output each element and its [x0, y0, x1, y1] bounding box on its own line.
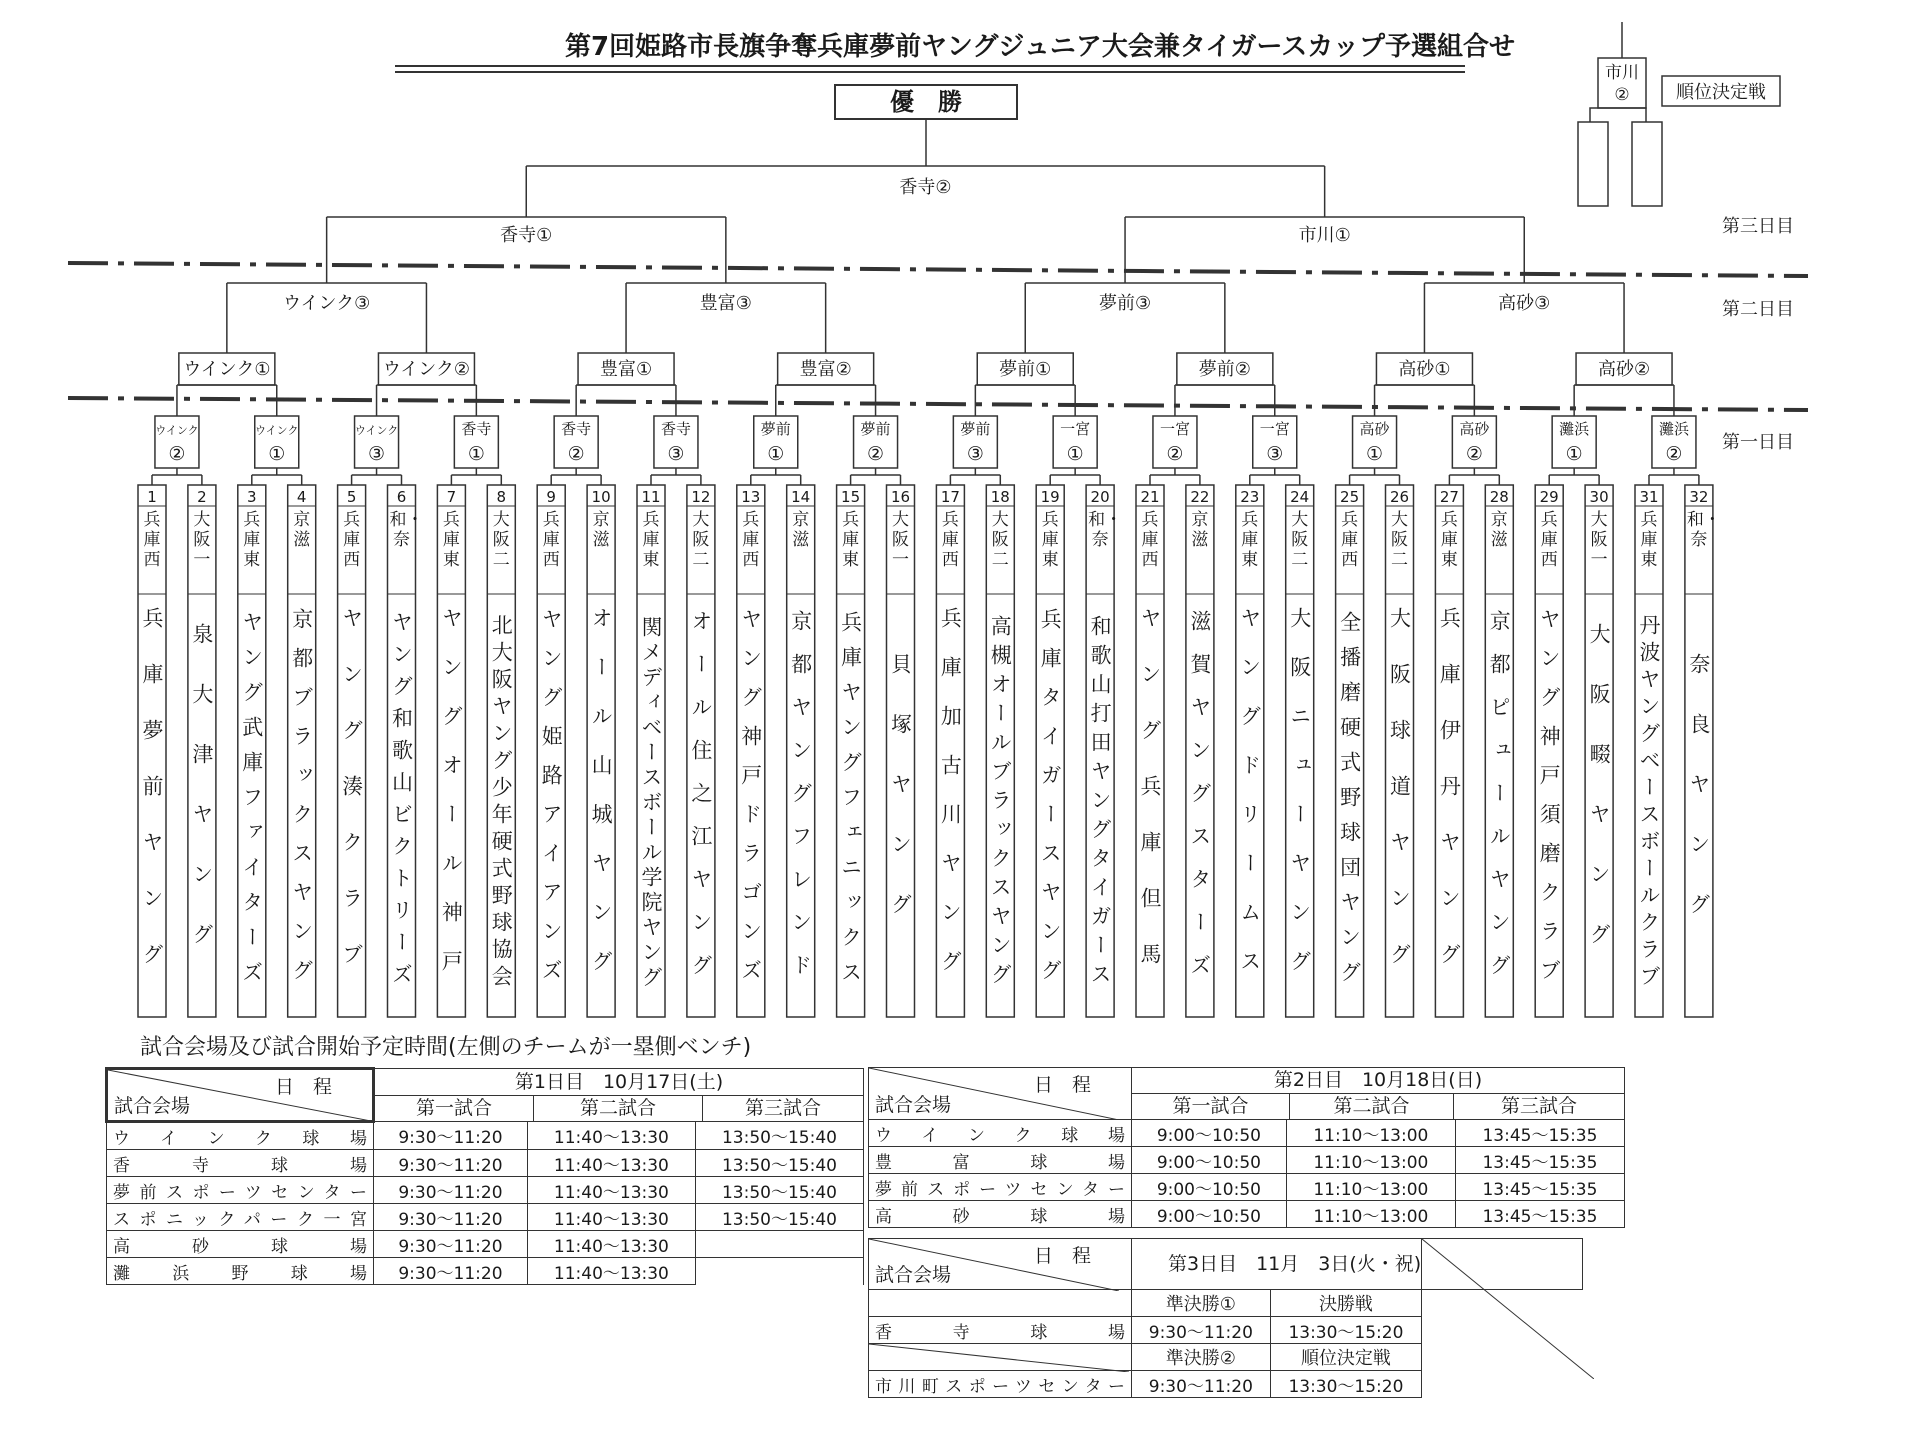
day1-game-number: ①	[1366, 443, 1384, 465]
team-name: 泉大津ヤング	[189, 623, 214, 983]
schedule-row	[107, 1204, 864, 1231]
day1-game-number: ①	[268, 443, 286, 465]
team-name: 兵庫加古川ヤング	[938, 607, 963, 999]
team-league: 兵庫東	[243, 510, 261, 570]
day2-lower-label: 豊富②	[799, 359, 852, 380]
team-name: 兵庫夢前ヤング	[140, 607, 164, 999]
team-name: ヤングオール神戸	[439, 607, 464, 999]
team-number: 14	[791, 488, 811, 506]
venue-cell: 夢前スポーツセンター	[869, 1174, 1132, 1201]
team-league: 兵庫東	[1241, 510, 1259, 570]
team-league: 兵庫西	[1141, 510, 1159, 570]
third-place-label: 市川 ②	[1605, 63, 1639, 105]
team-number: 31	[1639, 488, 1659, 506]
day1-game-venue: 香寺	[561, 420, 592, 438]
team-league: 兵庫西	[343, 510, 361, 570]
third-place-block	[1578, 22, 1780, 206]
time-cell	[695, 1231, 863, 1258]
team-league: 兵庫西	[1540, 510, 1558, 570]
page-title: 第7回姫路市長旗争奪兵庫夢前ヤングジュニア大会兼タイガースカップ予選組合せ	[565, 32, 1515, 62]
venue-cell: 豊富球場	[869, 1147, 1132, 1174]
day1-game-venue: 香寺	[461, 420, 492, 438]
time-cell: 9:30〜11:20	[374, 1231, 528, 1258]
day1-game-number: ③	[667, 443, 685, 465]
day1-game-number: ②	[1665, 443, 1683, 465]
schedule-row	[107, 1150, 864, 1177]
team-number: 21	[1140, 488, 1160, 506]
team-league: 兵庫東	[642, 510, 660, 570]
day3-game-header: 順位決定戦	[1270, 1344, 1422, 1371]
team-league: 兵庫東	[442, 510, 460, 570]
team-name: オール山城ヤング	[589, 607, 614, 999]
time-cell: 13:45〜15:35	[1455, 1147, 1624, 1174]
day1-game-number: ③	[1266, 443, 1284, 465]
team-name: 奈良ヤング	[1686, 653, 1711, 953]
time-cell: 9:00〜10:50	[1132, 1174, 1287, 1201]
day1-game-number: ②	[1166, 443, 1184, 465]
day1-game1-header: 第一試合	[375, 1096, 534, 1121]
team-league: 兵庫東	[1640, 510, 1658, 570]
team-name: 丹波ヤングベースボールクラブ	[1637, 614, 1661, 992]
day1-game-number: ①	[467, 443, 485, 465]
time-cell: 11:10〜13:00	[1286, 1201, 1455, 1228]
time-cell: 9:00〜10:50	[1132, 1147, 1287, 1174]
day1-game-venue: 高砂	[1459, 420, 1490, 438]
team-number: 7	[446, 488, 457, 506]
day1-game3-header: 第三試合	[744, 1096, 821, 1119]
schedule-row	[107, 1122, 864, 1150]
day2-label: 第二日目	[1722, 299, 1794, 320]
day2-date: 第2日目 10月18日(日)	[1132, 1068, 1624, 1094]
day3-schedule-table	[868, 1238, 1583, 1398]
time-cell: 11:10〜13:00	[1286, 1174, 1455, 1201]
time-cell: 11:10〜13:00	[1286, 1147, 1455, 1174]
day3-corner: 日 程 試合会場	[869, 1239, 1132, 1290]
team-league: 和・奈	[1088, 510, 1123, 550]
time-cell: 13:45〜15:35	[1455, 1201, 1624, 1228]
day1-game-venue: 夢前	[860, 420, 891, 438]
team-number: 2	[197, 488, 207, 506]
day1-game-venue: ウインク	[155, 424, 199, 437]
day2-lower-label: 夢前②	[1198, 359, 1251, 380]
day2-schedule-table	[868, 1067, 1625, 1228]
day1-game-venue: ウインク	[354, 424, 399, 437]
time-cell	[695, 1258, 863, 1285]
day1-game-venue: 夢前	[960, 420, 991, 438]
team-number: 15	[841, 488, 861, 506]
venue-cell: スポニックパーク一宮	[107, 1204, 374, 1231]
day1-game-venue: 灘浜	[1658, 420, 1689, 438]
schedule-row	[869, 1147, 1625, 1174]
team-name: 大阪ニューヤング	[1287, 607, 1312, 999]
team-number: 17	[940, 488, 960, 506]
team-name: ヤング和歌山ビクトリーズ	[389, 611, 414, 995]
day2-upper-label: ウインク③	[283, 293, 371, 314]
venue-cell: 高砂球場	[107, 1231, 374, 1258]
schedule-row	[107, 1258, 864, 1285]
time-cell: 13:45〜15:35	[1455, 1120, 1624, 1147]
team-number: 22	[1190, 488, 1210, 506]
time-cell: 13:50〜15:40	[695, 1122, 863, 1150]
day3-label: 第三日目	[1722, 216, 1794, 237]
team-name: 兵庫伊丹ヤング	[1437, 607, 1462, 999]
day1-schedule-table	[105, 1067, 864, 1285]
day2-lower-label: 豊富①	[599, 359, 653, 380]
day2-lower-label: ウインク①	[183, 359, 271, 380]
team-number: 29	[1539, 488, 1559, 506]
day1-game-number: ①	[1565, 443, 1583, 465]
day1-game-number: ①	[1066, 443, 1084, 465]
team-number: 28	[1489, 488, 1509, 506]
team-league: 兵庫東	[1440, 510, 1458, 570]
team-league: 京滋	[792, 510, 810, 550]
team-number: 5	[346, 488, 357, 506]
team-league: 大阪一	[1590, 510, 1608, 570]
day2-upper-label: 高砂③	[1498, 293, 1551, 314]
time-cell: 11:40〜13:30	[527, 1258, 695, 1285]
team-number: 10	[591, 488, 611, 506]
final-label: 香寺②	[899, 177, 952, 198]
day2-lower-label: 高砂②	[1597, 359, 1651, 380]
time-cell: 9:30〜11:20	[1132, 1371, 1271, 1398]
time-cell: 11:40〜13:30	[527, 1122, 695, 1150]
team-number: 30	[1589, 488, 1609, 506]
schedule-caption: 試合会場及び試合開始予定時間(左側のチームが一塁側ベンチ)	[140, 1035, 752, 1060]
team-number: 23	[1240, 488, 1260, 506]
team-number: 32	[1689, 488, 1709, 506]
venue-cell: 灘浜野球場	[107, 1258, 374, 1285]
day1-game-venue: ウインク	[255, 424, 299, 437]
team-league: 京滋	[1191, 510, 1209, 550]
day3-blank-cell	[1422, 1239, 1583, 1290]
team-number: 25	[1340, 488, 1360, 506]
team-name: 大阪球道ヤング	[1387, 607, 1412, 999]
day2-lower-label: 夢前①	[999, 359, 1052, 380]
day2-corner: 日 程 試合会場	[869, 1068, 1132, 1120]
team-number: 13	[741, 488, 761, 506]
team-league: 大阪二	[1391, 510, 1408, 570]
team-number: 3	[247, 488, 257, 506]
time-cell: 13:30〜15:20	[1270, 1317, 1422, 1344]
team-number: 20	[1090, 488, 1110, 506]
day3-spacer	[869, 1290, 1132, 1317]
team-league: 和・奈	[1686, 510, 1721, 550]
time-cell: 9:30〜11:20	[374, 1177, 528, 1204]
team-name: ヤングドリームス	[1237, 607, 1262, 999]
team-name: 兵庫ヤングフェニックス	[838, 610, 863, 996]
team-league: 兵庫西	[542, 510, 560, 570]
venue-cell: ウインク球場	[107, 1122, 374, 1150]
day1-game-venue: 一宮	[1060, 420, 1091, 438]
team-league: 大阪一	[193, 510, 211, 570]
team-league: 兵庫西	[143, 510, 161, 570]
schedule-row	[107, 1231, 864, 1258]
venue-cell: 高砂球場	[869, 1201, 1132, 1228]
team-name: ヤング姫路アイアンズ	[539, 608, 564, 998]
day1-game-number: ②	[168, 443, 186, 465]
team-number: 1	[147, 488, 157, 506]
team-number: 19	[1040, 488, 1060, 506]
team-number: 24	[1290, 488, 1310, 506]
team-league: 大阪二	[492, 510, 510, 570]
champion-label: 優 勝	[890, 88, 962, 116]
team-name: 京都ヤングフレンド	[788, 609, 813, 997]
team-number: 8	[496, 488, 507, 506]
team-league: 兵庫東	[842, 510, 860, 570]
team-name: ヤング湊クラブ	[339, 607, 364, 999]
team-name: オール住之江ヤング	[688, 609, 713, 997]
day1-game-venue: 高砂	[1359, 420, 1390, 438]
team-number: 27	[1439, 488, 1459, 506]
team-league: 兵庫西	[742, 510, 760, 570]
team-number: 26	[1389, 488, 1410, 506]
day1-game-venue: 一宮	[1259, 420, 1290, 438]
day2-upper-label: 豊富③	[699, 293, 752, 314]
schedule-row	[107, 1177, 864, 1204]
day1-game-number: ②	[1465, 443, 1483, 465]
team-name: 関メディベースボール学院ヤング	[639, 615, 663, 991]
team-league: 兵庫西	[941, 510, 959, 570]
team-name: ヤング神戸ドラゴンズ	[738, 608, 763, 998]
team-number: 18	[990, 488, 1010, 506]
third-place-desc: 順位決定戦	[1676, 82, 1766, 103]
team-name: 和歌山打田ヤングタイガース	[1088, 614, 1113, 992]
day1-game-venue: 夢前	[760, 420, 791, 438]
team-name: ヤング神戸須磨クラブ	[1537, 608, 1562, 998]
time-cell: 9:30〜11:20	[374, 1204, 528, 1231]
day3-spacer	[869, 1344, 1132, 1371]
schedule-row	[869, 1120, 1625, 1147]
team-name: 北大阪ヤング少年硬式野球協会	[489, 614, 514, 992]
day2-game2-header: 第二試合	[1290, 1094, 1454, 1119]
day1-date: 第1日目 10月17日(土)	[375, 1070, 863, 1096]
day1-game-venue: 灘浜	[1559, 420, 1590, 438]
day2-lower-label: 高砂①	[1398, 359, 1451, 380]
team-number: 12	[691, 488, 711, 506]
day1-game-number: ②	[567, 443, 585, 465]
day1-corner: 日 程 試合会場	[107, 1069, 374, 1122]
time-cell: 11:40〜13:30	[527, 1204, 695, 1231]
time-cell: 13:50〜15:40	[695, 1150, 863, 1177]
day2-upper-label: 夢前③	[1098, 293, 1152, 314]
team-number: 16	[890, 488, 911, 506]
team-number: 9	[546, 488, 556, 506]
time-cell: 11:40〜13:30	[527, 1177, 695, 1204]
team-name: 京都ピュールヤング	[1487, 609, 1512, 997]
team-league: 大阪二	[692, 510, 710, 570]
day1-game-number: ①	[767, 443, 785, 465]
team-name: 貝塚ヤング	[888, 653, 913, 953]
team-league: 大阪二	[1291, 510, 1309, 570]
team-league: 京滋	[1490, 510, 1508, 550]
day1-game-venue: 一宮	[1159, 420, 1190, 438]
day2-game1-header: 第一試合	[1132, 1094, 1290, 1119]
team-name: ヤング兵庫但馬	[1138, 607, 1162, 999]
team-number: 4	[296, 488, 307, 506]
semifinal-label: 市川①	[1298, 225, 1351, 246]
team-name: ヤング武庫ファイターズ	[239, 610, 264, 996]
venue-cell: 夢前スポーツセンター	[107, 1177, 374, 1204]
time-cell: 11:10〜13:00	[1286, 1120, 1455, 1147]
team-number: 11	[641, 488, 661, 506]
day1-game-number: ②	[867, 443, 885, 465]
time-cell: 9:30〜11:20	[1132, 1317, 1271, 1344]
venue-cell: 香寺球場	[869, 1317, 1132, 1344]
team-name: 滋賀ヤングスターズ	[1187, 609, 1212, 997]
time-cell: 13:50〜15:40	[695, 1177, 863, 1204]
semifinal-label: 香寺①	[500, 225, 553, 246]
team-league: 大阪二	[991, 510, 1009, 570]
time-cell: 9:30〜11:20	[374, 1122, 528, 1150]
team-number: 6	[396, 488, 407, 506]
day2-game3-header: 第三試合	[1500, 1095, 1577, 1117]
time-cell: 11:40〜13:30	[527, 1150, 695, 1177]
time-cell: 9:30〜11:20	[374, 1150, 528, 1177]
time-cell: 9:00〜10:50	[1132, 1120, 1287, 1147]
time-cell: 13:45〜15:35	[1455, 1174, 1624, 1201]
team-league: 大阪一	[892, 510, 909, 570]
day3-date: 第3日目 11月 3日(火・祝)	[1168, 1252, 1422, 1275]
day3-game-header: 準決勝①	[1132, 1290, 1271, 1317]
venue-cell: 香寺球場	[107, 1150, 374, 1177]
time-cell: 11:40〜13:30	[527, 1231, 695, 1258]
day1-game-number: ③	[966, 443, 984, 465]
venue-cell: 市川町スポーツセンター	[869, 1371, 1132, 1398]
schedule-row	[869, 1201, 1625, 1228]
day3-game-header: 準決勝②	[1132, 1344, 1271, 1371]
team-league: 和・奈	[389, 510, 424, 550]
schedule-row	[869, 1174, 1625, 1201]
team-league: 京滋	[293, 510, 311, 550]
team-name: 全播磨硬式野球団ヤング	[1337, 610, 1362, 996]
team-name: 兵庫タイガースヤング	[1038, 608, 1063, 998]
team-league: 京滋	[592, 510, 610, 550]
day1-label: 第一日目	[1722, 432, 1794, 453]
time-cell: 13:50〜15:40	[695, 1204, 863, 1231]
day3-game-header: 決勝戦	[1270, 1290, 1422, 1317]
venue-cell: ウインク球場	[869, 1120, 1132, 1147]
time-cell: 9:30〜11:20	[374, 1258, 528, 1285]
day1-game2-header: 第二試合	[534, 1096, 703, 1121]
day1-game-venue: 香寺	[660, 420, 691, 438]
team-name: 高槻オールブラックスヤング	[988, 614, 1013, 992]
team-name: 京都ブラックスヤング	[289, 608, 314, 998]
team-name: 大阪畷ヤング	[1587, 623, 1612, 983]
day1-game-number: ③	[368, 443, 386, 465]
time-cell: 9:00〜10:50	[1132, 1201, 1287, 1228]
time-cell: 13:30〜15:20	[1270, 1371, 1422, 1398]
team-league: 兵庫西	[1341, 510, 1359, 570]
team-league: 兵庫東	[1041, 510, 1059, 570]
day2-lower-label: ウインク②	[382, 359, 471, 380]
